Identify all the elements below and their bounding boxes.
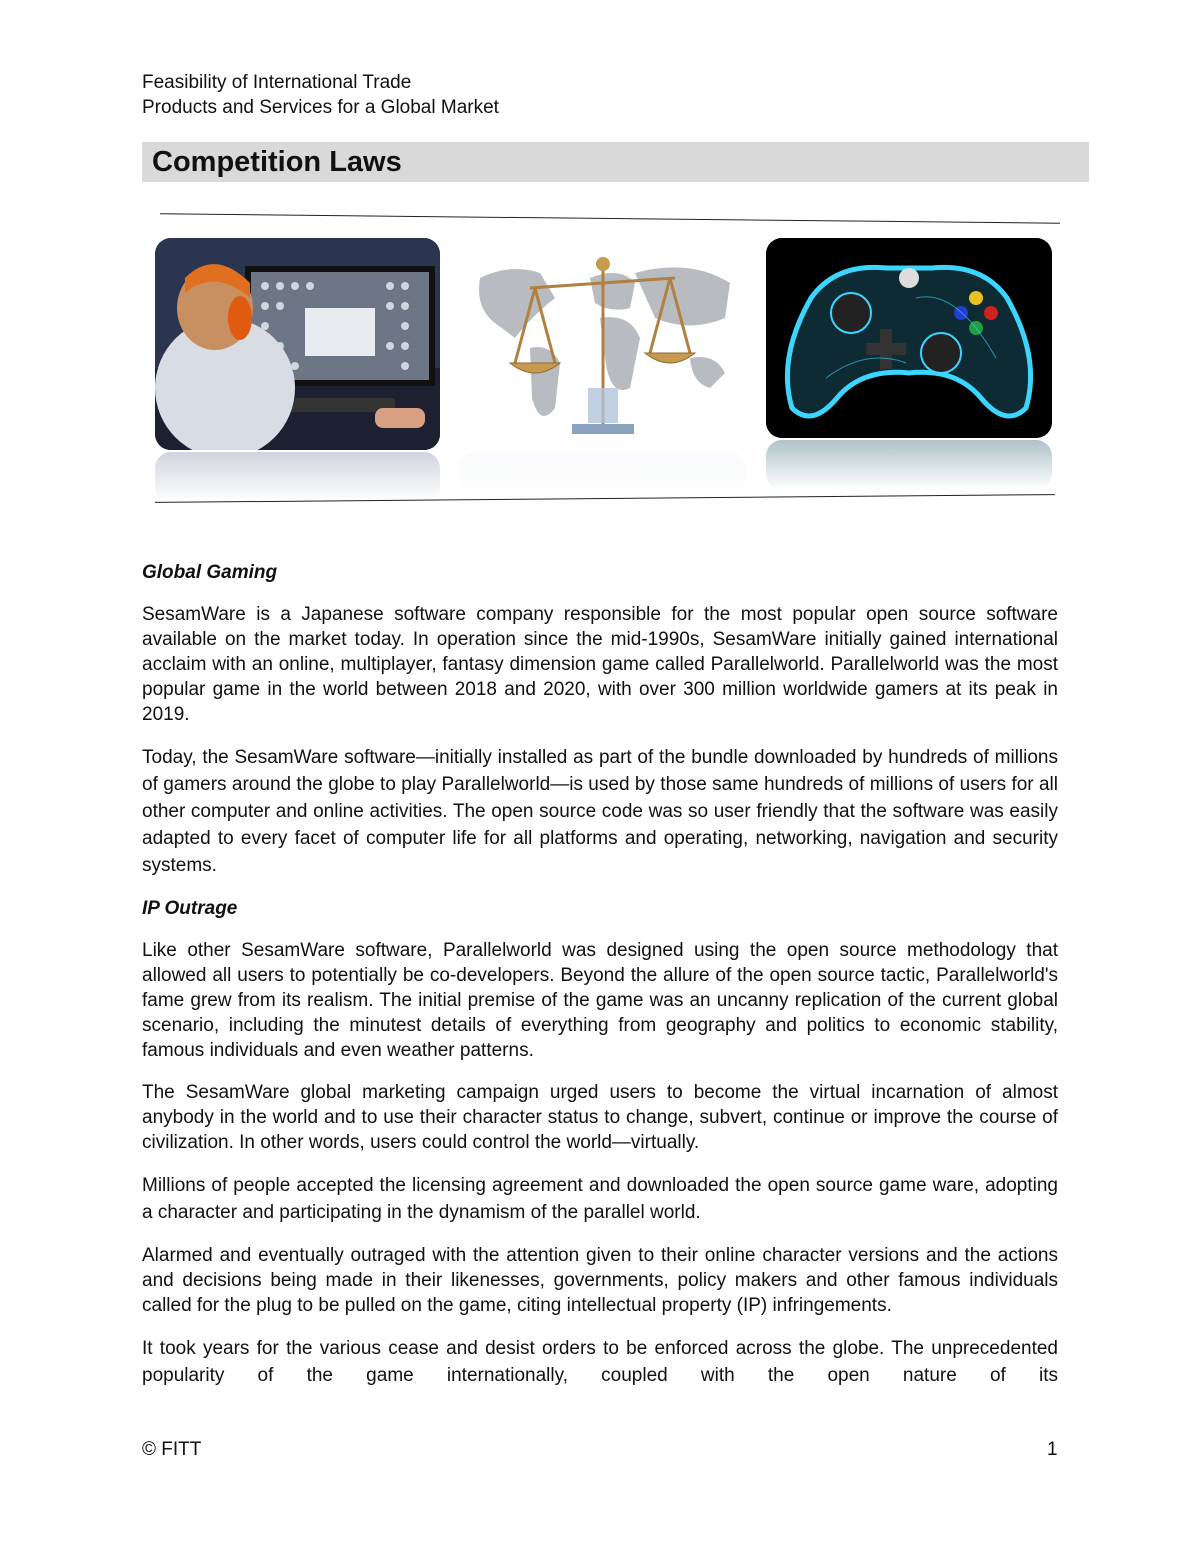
- section-title-bar: [142, 142, 1089, 182]
- paragraph-4: The SesamWare global marketing campaign urged users to become the virtual incarnation of almost anybody in the world and to use their character status to change, subvert, continue or improve the course of civilization. In other words, users could control the world—virtually.: [142, 1082, 1058, 1153]
- document-header: [142, 70, 499, 120]
- paragraph-3: Like other SesamWare software, Parallelworld was designed using the open source methodology that allowed all users to potentially be co-developers. Beyond the allure of the open source tactic, Parallelworld's fame grew from its realism. The initial premise of the game was an uncanny replication of the current global scenario, including the minutest details of everything from geography and politics to economic stability, famous individuals and even weather patterns.: [142, 940, 1058, 1061]
- document-body: [142, 560, 1058, 1406]
- footer-page-number: 1: [1047, 1439, 1058, 1460]
- boy-gaming-at-computer-photo: [155, 238, 440, 450]
- paragraph-1: SesamWare is a Japanese software company responsible for the most popular open source software available on the market today. In operation since the mid-1990s, SesamWare initially gained international acclaim with an online, multiplayer, fantasy dimension game called Parallelworld. Parallelworld was the most popular game in the world between 2018 and 2020, with over 300 million worldwide gamers at its peak in 2019.: [142, 604, 1058, 725]
- paragraph-7: It took years for the various cease and desist orders to be enforced across the globe. The unprecedented popularity of the game internationally, coupled with the open nature of its: [142, 1338, 1058, 1386]
- heading-global-gaming: Global Gaming: [142, 562, 278, 583]
- paragraph-5: Millions of people accepted the licensing agreement and downloaded the open source game ware, adopting a character and participating in the dynamism of the parallel world.: [142, 1175, 1058, 1223]
- boy-photo-reflection: [155, 452, 440, 502]
- controller-photo-reflection: [766, 440, 1052, 490]
- scales-image-reflection: [460, 452, 745, 502]
- scales-of-justice-over-world-map: [460, 238, 745, 450]
- paragraph-2: Today, the SesamWare software—initially installed as part of the bundle downloaded by hundreds of millions of gamers around the globe to play Parallelworld—is used by those same hundreds of millions of users for all other computer and online activities. The open source code was so user friendly that the software was easily adapted to every facet of computer life for all platforms and operating, networking, navigation and security systems.: [142, 747, 1058, 876]
- section-title: Competition Laws: [152, 146, 402, 178]
- translucent-game-controller-photo: [766, 238, 1052, 438]
- image-banner: [150, 212, 1060, 512]
- paragraph-6: Alarmed and eventually outraged with the attention given to their online character versions and the actions and decisions being made in their likenesses, governments, policy makers and other famous individuals called for the plug to be pulled on the game, citing intellectual property (IP) infringements.: [142, 1245, 1058, 1316]
- header-line-2: Products and Services for a Global Market: [142, 97, 499, 118]
- footer-copyright: © FITT: [142, 1439, 202, 1460]
- heading-ip-outrage: IP Outrage: [142, 898, 238, 919]
- banner-top-rule: [160, 213, 1060, 223]
- header-line-1: Feasibility of International Trade: [142, 72, 412, 93]
